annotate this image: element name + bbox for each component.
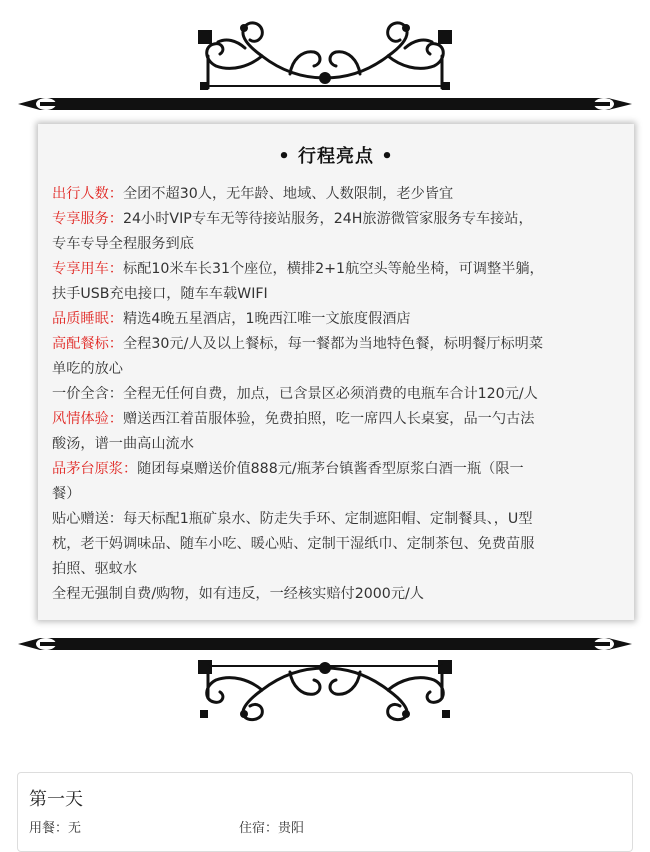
top-ornament-divider xyxy=(0,0,650,120)
highlight-item-continued: 枕，老干妈调味品、随车小吃、暖心贴、定制干湿纸巾、定制茶包、免费苗服 xyxy=(52,536,535,552)
highlight-item: 出行人数：全团不超30人，无年龄、地域、人数限制，老少皆宜 xyxy=(52,186,454,202)
highlight-item: 专享用车：标配10米车长31个座位，横排2+1航空头等舱坐椅，可调整半躺， xyxy=(52,261,544,277)
highlight-item-continued: 酸汤，谱一曲高山流水 xyxy=(52,436,194,452)
highlight-item: 全程无强制自费/购物，如有违反，一经核实赔付2000元/人 xyxy=(52,586,424,602)
highlight-item-continued: 单吃的放心 xyxy=(52,361,123,377)
highlight-item-continued: 拍照、驱蚊水 xyxy=(52,561,138,577)
highlight-item: 风情体验：赠送西江着苗服体验，免费拍照，吃一席四人长桌宴，品一勺古法 xyxy=(52,411,535,427)
day-meal: 用餐：无 xyxy=(29,821,82,836)
highlight-item: 贴心赠送：每天标配1瓶矿泉水、防走失手环、定制遮阳帽、定制餐具、，U型 xyxy=(52,511,533,527)
highlights-title: • 行程亮点 • xyxy=(278,146,394,167)
highlight-item: 高配餐标：全程30元/人及以上餐标，每一餐都为当地特色餐，标明餐厅标明菜 xyxy=(52,336,544,352)
bottom-ornament-divider xyxy=(0,626,650,726)
highlight-item-continued: 餐） xyxy=(52,486,81,502)
highlights-panel xyxy=(38,124,634,620)
highlight-item-continued: 扶手USB充电接口，随车车载WIFI xyxy=(52,286,268,302)
highlight-item: 一价全含：全程无任何自费，加点，已含景区必须消费的电瓶车合计120元/人 xyxy=(52,386,538,402)
highlight-item-continued: 专车专导全程服务到底 xyxy=(52,236,194,252)
bullet-icon: • xyxy=(278,146,291,167)
bullet-icon: • xyxy=(381,146,394,167)
highlight-item: 品茅台原浆：随团每桌赠送价值888元/瓶茅台镇酱香型原浆白酒一瓶（限一 xyxy=(52,461,524,477)
highlight-item: 品质睡眠：精选4晚五星酒店，1晚西江唯一文旅度假酒店 xyxy=(52,311,411,327)
day-card xyxy=(17,772,633,852)
day-stay: 住宿：贵阳 xyxy=(239,821,305,836)
day-title: 第一天 xyxy=(29,789,83,810)
highlight-item: 专享服务：24小时VIP专车无等待接站服务，24H旅游微管家服务专车接站， xyxy=(52,211,533,227)
